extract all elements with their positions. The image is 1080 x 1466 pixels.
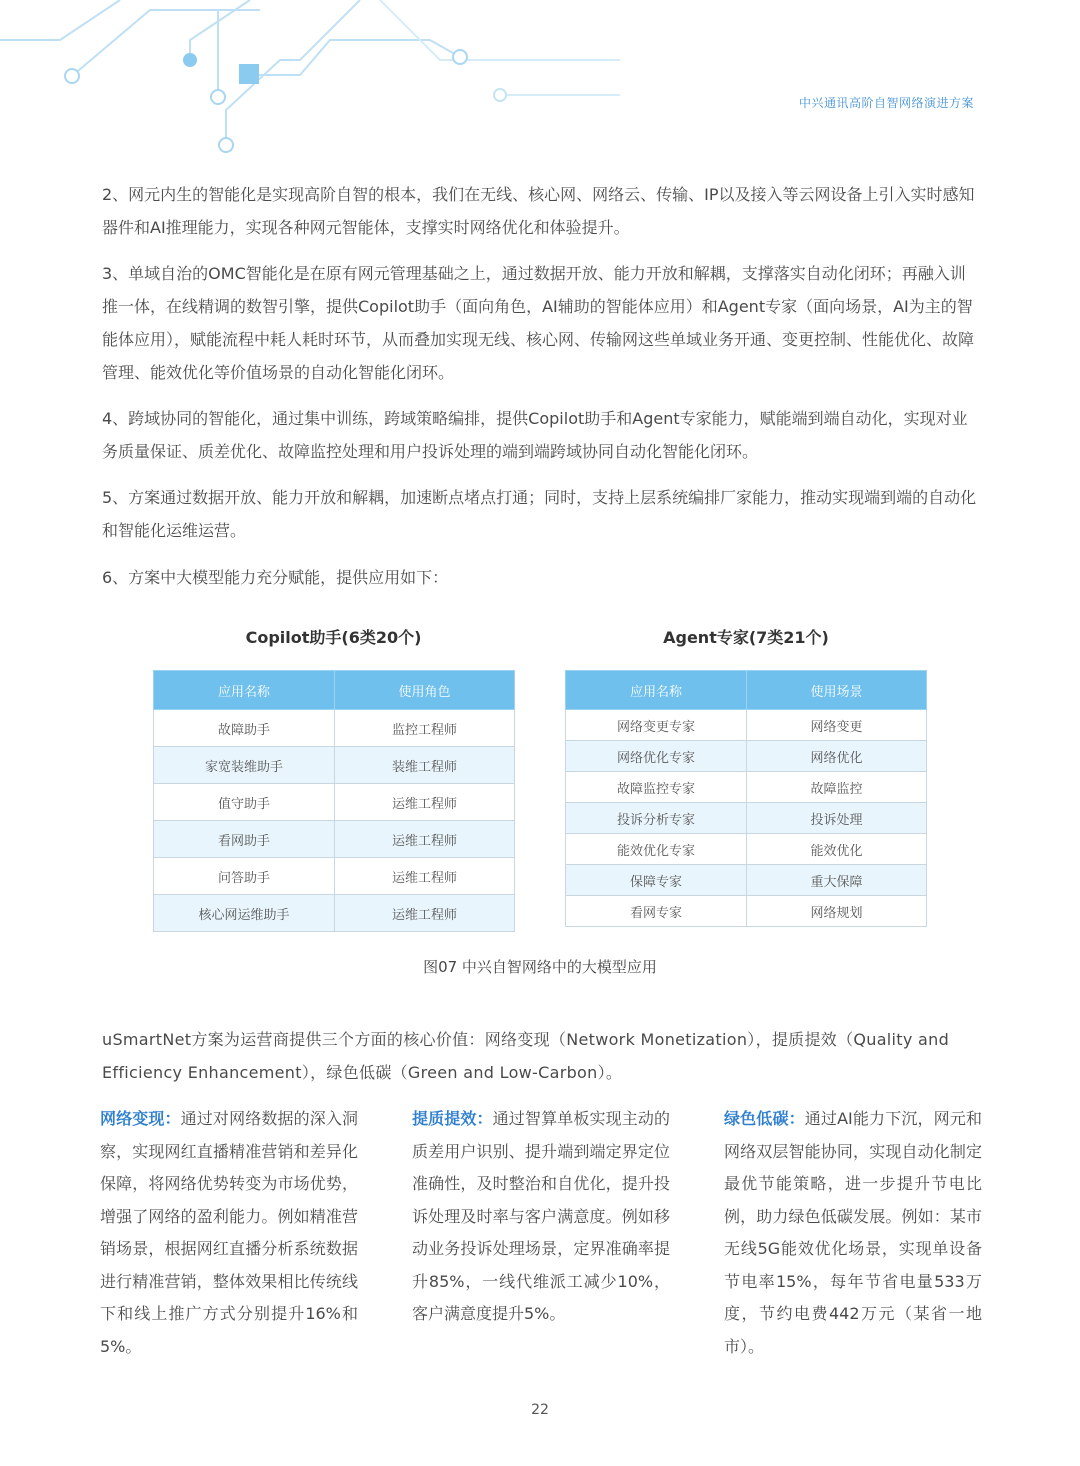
table-cell: 看网助手 (154, 821, 335, 858)
table-cell: 监控工程师 (335, 710, 515, 747)
column-text: 通过AI能力下沉，网元和网络双层智能协同，实现自动化制定最优节能策略，进一步提升节电比例，助力绿色低碳发展。例如：某市无线5G能效优化场景，实现单设备节电率15%，每年节省电量533万度，节约电费442万元（某省一地市）。 (724, 1109, 982, 1356)
table-cell: 重大保障 (747, 865, 927, 896)
table-cell: 问答助手 (154, 858, 335, 895)
table-cell: 故障监控 (747, 772, 927, 803)
column-text: 通过对网络数据的深入洞察，实现网红直播精准营销和差异化保障，将网络优势转变为市场优势，增强了网络的盈利能力。例如精准营销场景，根据网红直播分析系统数据进行精准营销，整体效果相比传统线下和线上推广方式分别提升16%和5%。 (100, 1109, 358, 1356)
figure-caption: 图07 中兴自智网络中的大模型应用 (423, 958, 657, 976)
circuit-node-icon (494, 89, 506, 101)
table-row (566, 865, 927, 896)
copilot-table (153, 670, 515, 932)
agent-table (565, 670, 927, 927)
table-row (154, 821, 515, 858)
column-header: 使用角色 (335, 671, 515, 710)
header-title: 中兴通讯高阶自智网络演进方案 (798, 96, 974, 110)
copilot-table-title: Copilot助手(6类20个) (245, 628, 422, 647)
table-cell: 网络优化 (747, 741, 927, 772)
circuit-node-icon (219, 138, 233, 152)
table-cell: 运维工程师 (335, 784, 515, 821)
paragraph-3: 3、单域自治的OMC智能化是在原有网元管理基础之上，通过数据开放、能力开放和解耦，支撑落实自动化闭环；再融入训推一体，在线精调的数智引擎，提供Copilot助手（面向角色，AI辅助的智能体应用）和Agent专家（面向场景，AI为主的智能体应用），赋能流程中耗人耗时环节，从而叠加实现无线、核心网、传输网这些单域业务开通、变更控制、性能优化、故障管理、能效优化等价值场景的自动化智能化闭环。 (102, 264, 975, 382)
table-cell: 能效优化 (747, 834, 927, 865)
table-cell: 网络变更 (747, 710, 927, 741)
paragraph-4: 4、跨域协同的智能化，通过集中训练，跨域策略编排，提供Copilot助手和Agent专家能力，赋能端到端自动化，实现对业务质量保证、质差优化、故障监控处理和用户投诉处理的端到端跨域协同自动化智能化闭环。 (102, 409, 968, 461)
agent-table-title: Agent专家(7类21个) (663, 628, 829, 647)
circuit-decoration (0, 0, 620, 165)
table-row (566, 803, 927, 834)
table-cell: 网络规划 (747, 896, 927, 927)
circuit-node-icon (211, 90, 225, 104)
table-cell: 故障监控专家 (566, 772, 747, 803)
table-row (154, 858, 515, 895)
circuit-node-icon (183, 53, 197, 67)
column-heading: 绿色低碳： (724, 1109, 805, 1128)
intro-paragraph: uSmartNet方案为运营商提供三个方面的核心价值：网络变现（Network Monetization），提质提效（Quality and Efficiency Enhancement），绿色低碳（Green and Low-Carbon）。 (102, 1030, 950, 1082)
table-cell: 网络变更专家 (566, 710, 747, 741)
column-heading: 提质提效： (412, 1109, 493, 1128)
table-cell: 运维工程师 (335, 821, 515, 858)
table-cell: 保障专家 (566, 865, 747, 896)
circuit-square-icon (239, 64, 259, 84)
table-cell: 看网专家 (566, 896, 747, 927)
value-column-monetization (100, 1103, 358, 1363)
paragraph-5: 5、方案通过数据开放、能力开放和解耦，加速断点堵点打通；同时，支持上层系统编排厂家能力，推动实现端到端的自动化和智能化运维运营。 (102, 488, 977, 540)
column-header: 使用场景 (747, 671, 927, 710)
table-row (154, 710, 515, 747)
column-header: 应用名称 (154, 671, 335, 710)
table-row (154, 895, 515, 932)
column-heading: 网络变现： (100, 1109, 181, 1128)
table-cell: 家宽装维助手 (154, 747, 335, 784)
table-cell: 运维工程师 (335, 858, 515, 895)
paragraph-6: 6、方案中大模型能力充分赋能，提供应用如下： (102, 568, 449, 587)
table-cell: 网络优化专家 (566, 741, 747, 772)
table-row (566, 896, 927, 927)
table-cell: 能效优化专家 (566, 834, 747, 865)
page-number: 22 (531, 1402, 549, 1418)
paragraph-2: 2、网元内生的智能化是实现高阶自智的根本，我们在无线、核心网、网络云、传输、IP以及接入等云网设备上引入实时感知器件和AI推理能力，实现各种网元智能体，支撑实时网络优化和体验提升。 (102, 185, 975, 237)
circuit-node-icon (453, 50, 467, 64)
circuit-node-icon (65, 69, 79, 83)
table-cell: 装维工程师 (335, 747, 515, 784)
table-cell: 投诉处理 (747, 803, 927, 834)
table-row (566, 710, 927, 741)
table-row (154, 747, 515, 784)
table-row (566, 834, 927, 865)
table-cell: 运维工程师 (335, 895, 515, 932)
value-column-green (724, 1103, 982, 1363)
table-cell: 投诉分析专家 (566, 803, 747, 834)
value-column-quality (412, 1103, 670, 1331)
table-cell: 值守助手 (154, 784, 335, 821)
column-text: 通过智算单板实现主动的质差用户识别、提升端到端定界定位准确性，及时整治和自优化，提升投诉处理及时率与客户满意度。例如移动业务投诉处理场景，定界准确率提升85%，一线代维派工减少10%，客户满意度提升5%。 (412, 1109, 670, 1323)
table-cell: 核心网运维助手 (154, 895, 335, 932)
table-row (154, 784, 515, 821)
table-row (566, 772, 927, 803)
table-row (566, 741, 927, 772)
table-cell: 故障助手 (154, 710, 335, 747)
column-header: 应用名称 (566, 671, 747, 710)
